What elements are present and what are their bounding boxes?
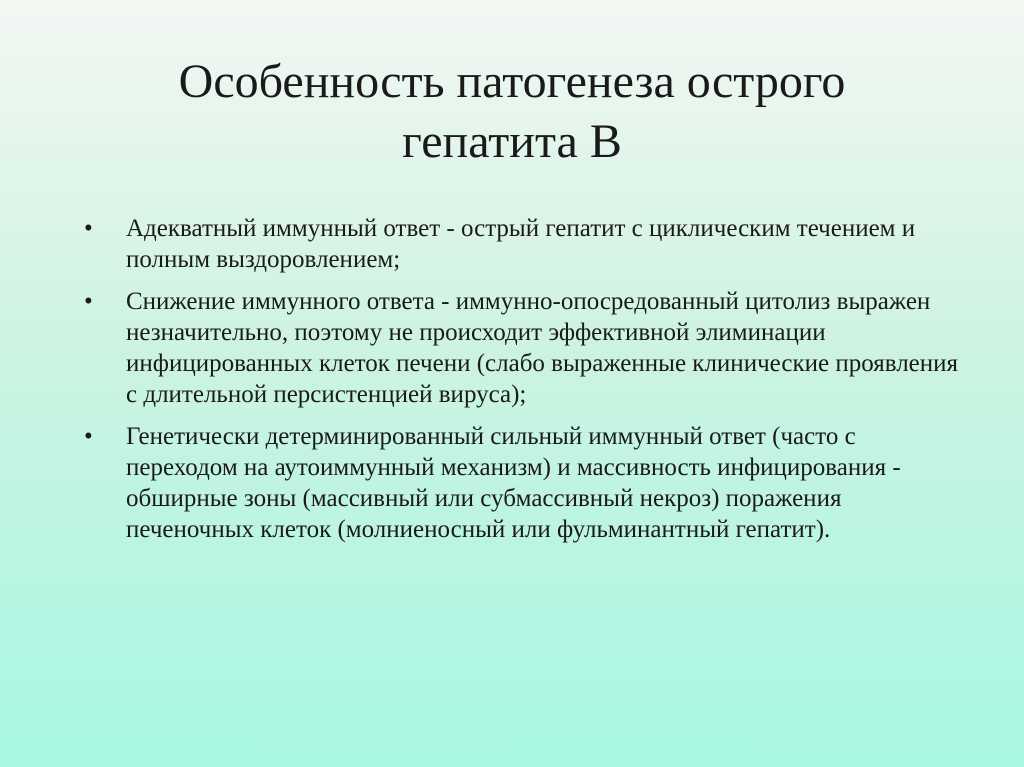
slide-title-line-1: Особенность патогенеза острого: [178, 55, 846, 108]
bullet-text: Снижение иммунного ответа - иммунно-опосредованный цитолиз выражен незначительно, поэтому не происходит эффективной элиминации инфицированных клеток печени (слабо выраженные клинические проявления с длительной персистенцией вируса);: [126, 288, 959, 408]
slide-title: [0, 52, 1024, 172]
bullet-text: Генетически детерминированный сильный иммунный ответ (часто с переходом на аутоиммунный механизм) и массивность инфицирования - обширные зоны (массивный или субмассивный некроз) поражения печеночных клеток (молниеносный или фульминантный гепатит).: [126, 423, 901, 543]
bullet-item: [80, 286, 960, 410]
bullet-item: [80, 213, 960, 275]
bullet-list: [80, 213, 960, 556]
bullet-icon: •: [84, 288, 93, 315]
bullet-icon: •: [84, 215, 93, 242]
slide-title-line-2: гепатита В: [402, 115, 622, 168]
bullet-item: [80, 421, 960, 545]
bullet-icon: •: [84, 423, 93, 450]
bullet-text: Адекватный иммунный ответ - острый гепатит с циклическим течением и полным выздоровлением;: [126, 215, 916, 273]
